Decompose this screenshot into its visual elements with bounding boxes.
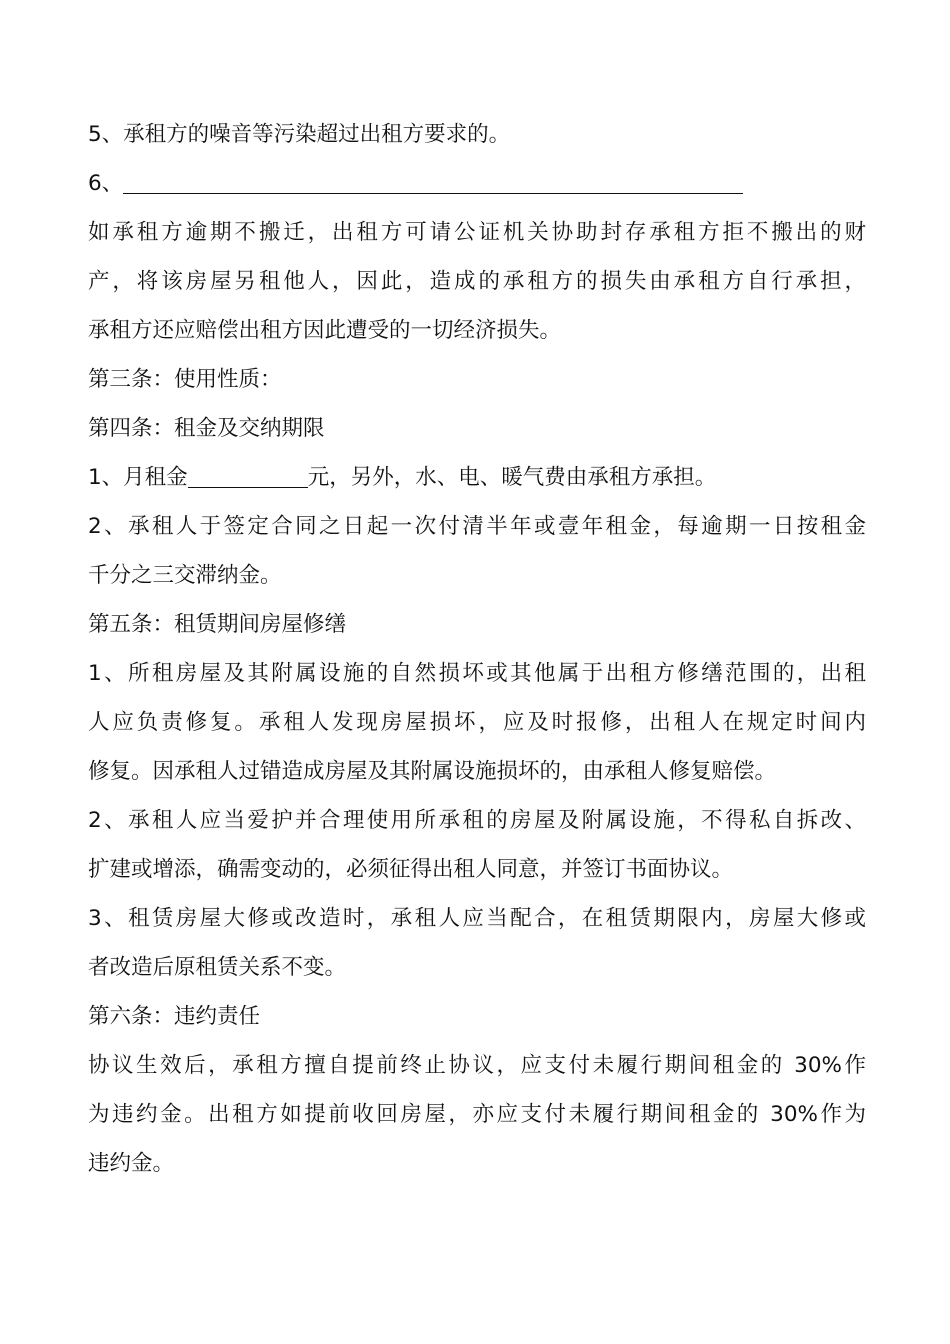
overdue-paragraph [88, 208, 866, 355]
article-6-paragraph [88, 1041, 866, 1188]
article-3-title: 第三条：使用性质： [88, 367, 282, 392]
overdue-line-1: 如承租方逾期不搬迁，出租方可请公证机关协助封存承租方拒不搬出的财 [88, 220, 866, 245]
art5-item2-line-2: 扩建或增添，确需变动的，必须征得出租人同意，并签订书面协议。 [88, 857, 734, 882]
overdue-line-3: 承租方还应赔偿出租方因此遭受的一切经济损失。 [88, 318, 562, 343]
rent-amount-blank [188, 464, 308, 488]
art6-line-1: 协议生效后，承租方擅自提前终止协议，应支付未履行期间租金的 30%作 [88, 1053, 866, 1078]
art5-item1-line-3: 修复。因承租人过错造成房屋及其附属设施损坏的，由承租人修复赔偿。 [88, 759, 777, 784]
art5-item3-line-2: 者改造后原租赁关系不变。 [88, 955, 347, 980]
document-page [88, 110, 866, 1188]
item-6-number: 6、 [88, 171, 124, 196]
art5-item2-line-1: 2、承租人应当爱护并合理使用所承租的房屋及附属设施，不得私自拆改、 [88, 808, 866, 833]
article-4-item-1 [88, 453, 866, 502]
rent-suffix: 元，另外，水、电、暖气费由承租方承担。 [307, 465, 717, 490]
art5-item3-line-1: 3、租赁房屋大修或改造时，承租人应当配合，在租赁期限内，房屋大修或 [88, 906, 866, 931]
article-5-item-1 [88, 649, 866, 796]
article-5-item-3 [88, 894, 866, 992]
item-5: 5、承租方的噪音等污染超过出租方要求的。 [88, 122, 511, 147]
art4-item2-line-2: 千分之三交滞纳金。 [88, 563, 282, 588]
article-5-title: 第五条：租赁期间房屋修缮 [88, 612, 347, 637]
art6-line-2: 为违约金。出租方如提前收回房屋，亦应支付未履行期间租金的 30%作为 [88, 1102, 866, 1127]
article-4-title: 第四条：租金及交纳期限 [88, 416, 325, 441]
item-6 [88, 159, 866, 208]
art6-line-3: 违约金。 [88, 1151, 175, 1176]
item-6-blank [123, 170, 743, 194]
article-4-item-2 [88, 502, 866, 600]
article-6-title: 第六条：违约责任 [88, 1004, 261, 1029]
art5-item1-line-2: 人应负责修复。承租人发现房屋损坏，应及时报修，出租人在规定时间内 [88, 710, 866, 735]
overdue-line-2: 产，将该房屋另租他人，因此，造成的承租方的损失由承租方自行承担， [88, 269, 866, 294]
art5-item1-line-1: 1、所租房屋及其附属设施的自然损坏或其他属于出租方修缮范围的，出租 [88, 661, 866, 686]
article-5-item-2 [88, 796, 866, 894]
rent-label: 1、月租金 [88, 465, 188, 490]
art4-item2-line-1: 2、承租人于签定合同之日起一次付清半年或壹年租金，每逾期一日按租金 [88, 514, 866, 539]
